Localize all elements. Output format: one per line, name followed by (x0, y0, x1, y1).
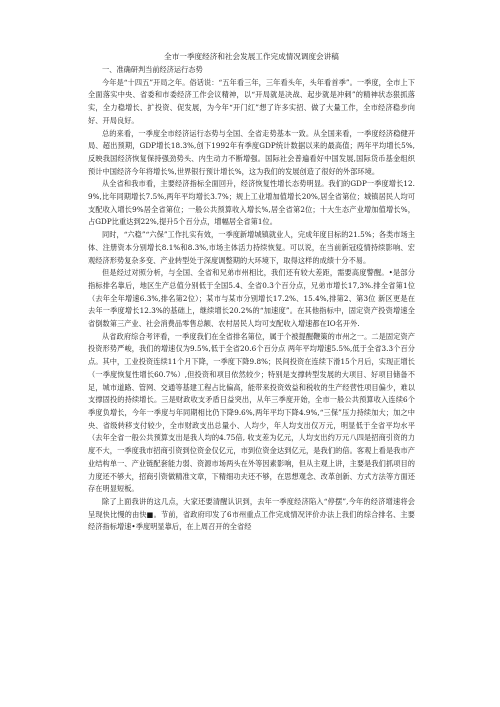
paragraph-1: 今年是“十四五”开局之年。俗话说：“五年看三年，三年看头年，头年看首季”。一季度，全市上下全面落实中央、省委和市委经济工作会议精神，以“开局就是决战、起步就是冲刺”的精神状态狠抓落实，全力稳增长、扩投资、促发展，为今年“开门红”想了许多实招、做了大量工作，全市经济稳步向好、开局良好。 (88, 77, 415, 125)
document-title: 全市一季度经济和社会发展工作完成情况调度会讲稿 (164, 52, 339, 61)
document-page (88, 50, 415, 690)
paragraph-3: 从全省和我市看，主要经济指标全面回升，经济恢复性增长态势明显。我们的GDP一季度增长12.9%,比年同期增长7.5%,两年平均增长3.7%；规上工业增加值增长20%,居全省第位；城镇居民人均可支配收入增长9%居全省第位；一般公共预算收入增长%,居全省第2位；十大生态产业增加值增长%，占GDP比重达到22%,提升5个百分点，增幅居全省第1位。 (88, 179, 415, 227)
paragraph-5: 但是经过对照分析，与全国、全省和兄弟市州相比，我们还有较大差距，需要高度警醒。•是部分指标排名靠后，地区生产总值分别低于全国5.4、全省0.3个百分点，兄弟市增长17,3%.排全省第1位（去年全年增速6.3%,排名第2位）；某市与某市分别增长17.2%、15.4%,排第2、第3位 新区更是在去年一季度增长12.3%的基础上，继续增长20.2%的“加速度”。在其他指标中，固定资产投资增速全省倒数第三产业、社会消费品零售总额、农村居民人均可支配收入增速都在IO名开外. (88, 268, 415, 329)
paragraph-4: 同时，“六稳”“六保”工作扎实有效，一季度新增城镇就业人，完成年度目标的21.5%；各类市场主体、注册资本分别增长8.1%和8.3%,市场主体活力持续恢复。可以说，在当前新冠疫情持续影响、宏观经济形势复杂多变、产业转型处于深度调整期的大环境下，取得这样的成绩十分不易。 (88, 230, 415, 265)
section-heading: 一、准确研判当前经济运行态势 (102, 65, 203, 74)
paragraph-2: 总的来看，一季度全市经济运行态势与全国、全省走势基本一致。从全国来看，一季度经济稳健开局、超出预期，GDP增长18.3%,创下1992年有季度GDP统计数据以来的最高值；两年平均增长5%,反映我国经济恢复保持强劲势头、内生动力不断增强。国际社会普遍看好中国发展,国际货币基金组织预计中国经济今年将增长%,世界银行预计增长%，这为我们的发展创造了很好的外部环境。 (88, 128, 415, 176)
paragraph-6: 从省政府综合考评看，一季度我们在全省排名第位，属于个被提醒鞭策的市州之一。二是固定资产投资形势严峻，我们的增速仅为9.5%,低于全省20.6个百分点 两年平均增速5.5%,低于全省3.3个百分点。其中，工业投资连续11个月下降，一季度下降9.8%；民间投资在连续下滑15个月后，实现正增长（一季度恢复性增长60.7%）,但投资和项目依然较少；特别是支撑转型发展的大项目、好项目储备不足，城市道路、管网、交通等基建工程占比偏高，能带来投资效益和税收的生产经营性项目偏少，难以支撑固投的持续增长。三是财政收支矛盾日益突出，从年三季度开始，全市一般公共预算收入连续6个季度负增长，今年一季度与年同期相比仍下降9.6%,两年平均下降4.9%,“三保”压力持续加大；加之中央、省级转移支付较少，全市财政支出总量小、人均少，年人均支出仅万元，明显低于全省平均水平（去年全省一般公共预算支出是我人均的4.75倍, 收支差为亿元，人均支出约万元八四是招商引资的力度不大，一季度我市招商引资到位资金仅亿元，市到位资金达到亿元，是我们的倍。客观上看是我市产业结构单一、产业链配套能力弱、资源市场两头在外等因素影响，但从主观上讲，主要是我们抓项目的力度还不够大，招商引资做精准文章，下精细功夫还不够，在思想观念、改革创新、方式方法等方面还存在明显短板。 (88, 331, 415, 494)
paragraph-7: 除了上面我讲的这几点，大家还要清醒认识到，去年一季度经济陷入“停摆”,今年的经济增速将会呈现快比慢的由快■。节前，省政府印发了6市州重点工作完成情况评价办法上我们的综合排名、主要经济指标增速•季度明显靠后，在上周召开的全省经 (88, 496, 415, 532)
